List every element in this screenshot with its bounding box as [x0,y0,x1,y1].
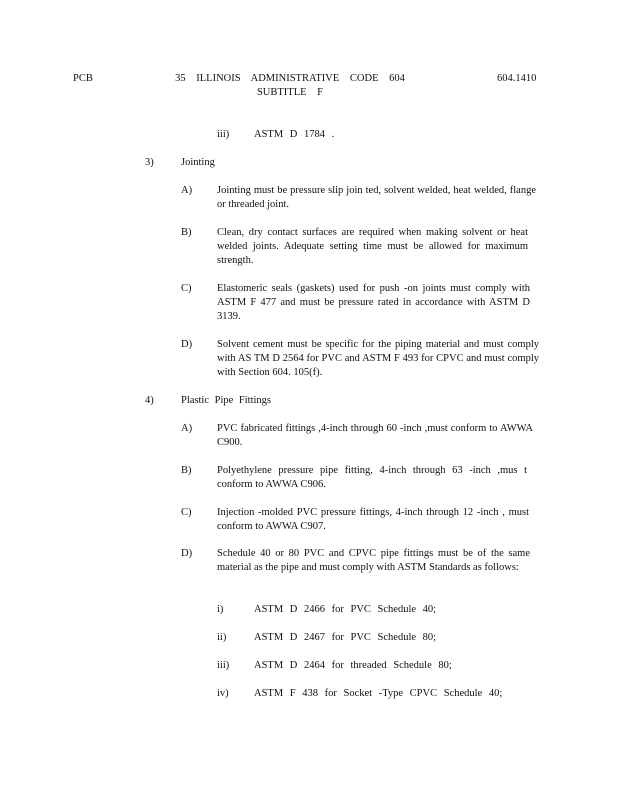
header-right: 604.1410 [497,73,537,84]
item-text: ASTM D 1784 . [254,129,335,140]
item-label: ii) [217,632,227,643]
item-label: iv) [217,688,229,699]
item-text: Injection -molded PVC pressure fittings, 4-inch through 12 -inch , must conform to AWWA C907. [217,507,529,532]
section-number: 3) [145,157,154,168]
item-label: iii) [217,660,230,671]
item-text: Elastomeric seals (gaskets) used for push -on joints must comply with ASTM F 477 and must be pressure rated in accordance with ASTM D 3139. [217,283,530,322]
item-text: ASTM D 2464 for threaded Schedule 80; [254,660,452,671]
header-subtitle: SUBTITLE F [256,87,324,98]
item-text: Clean, dry contact surfaces are required when making solvent or heat welded joints. Adequate setting time must be allowed for maximum strength. [217,227,528,266]
item-text: PVC fabricated fittings ,4-inch through 60 -inch ,must conform to AWWA C900. [217,423,533,448]
item-text: Solvent cement must be specific for the piping material and must comply with AS TM D 2564 for PVC and ASTM F 493 for CPVC and must comply with Section 604. 105(f). [217,339,539,378]
item-label: B) [181,465,192,476]
header-title: 35 ILLINOIS ADMINISTRATIVE CODE 604 [175,73,405,84]
item-text: ASTM D 2466 for PVC Schedule 40; [254,604,437,615]
item-label: A) [181,185,193,196]
item-label: D) [181,339,193,350]
item-text: ASTM F 438 for Socket -Type CPVC Schedule 40; [254,688,503,699]
item-label: i) [217,604,224,615]
item-label: C) [181,507,192,518]
header-left: PCB [73,73,93,84]
item-label: C) [181,283,192,294]
item-label: A) [181,423,193,434]
item-label: B) [181,227,192,238]
item-text: Polyethylene pressure pipe fitting, 4-inch through 63 -inch ,mus t conform to AWWA C906. [217,465,527,490]
item-text: Schedule 40 or 80 PVC and CPVC pipe fittings must be of the same material as the pipe and must comply with ASTM Standards as follows: [217,548,530,573]
section-heading: Jointing [181,157,215,168]
section-number: 4) [145,395,154,406]
item-label: iii) [217,129,230,140]
section-heading: Plastic Pipe Fittings [181,395,272,406]
item-text: Jointing must be pressure slip join ted, solvent welded, heat welded, flange or threaded joint. [217,185,536,210]
item-text: ASTM D 2467 for PVC Schedule 80; [254,632,437,643]
item-label: D) [181,548,193,559]
